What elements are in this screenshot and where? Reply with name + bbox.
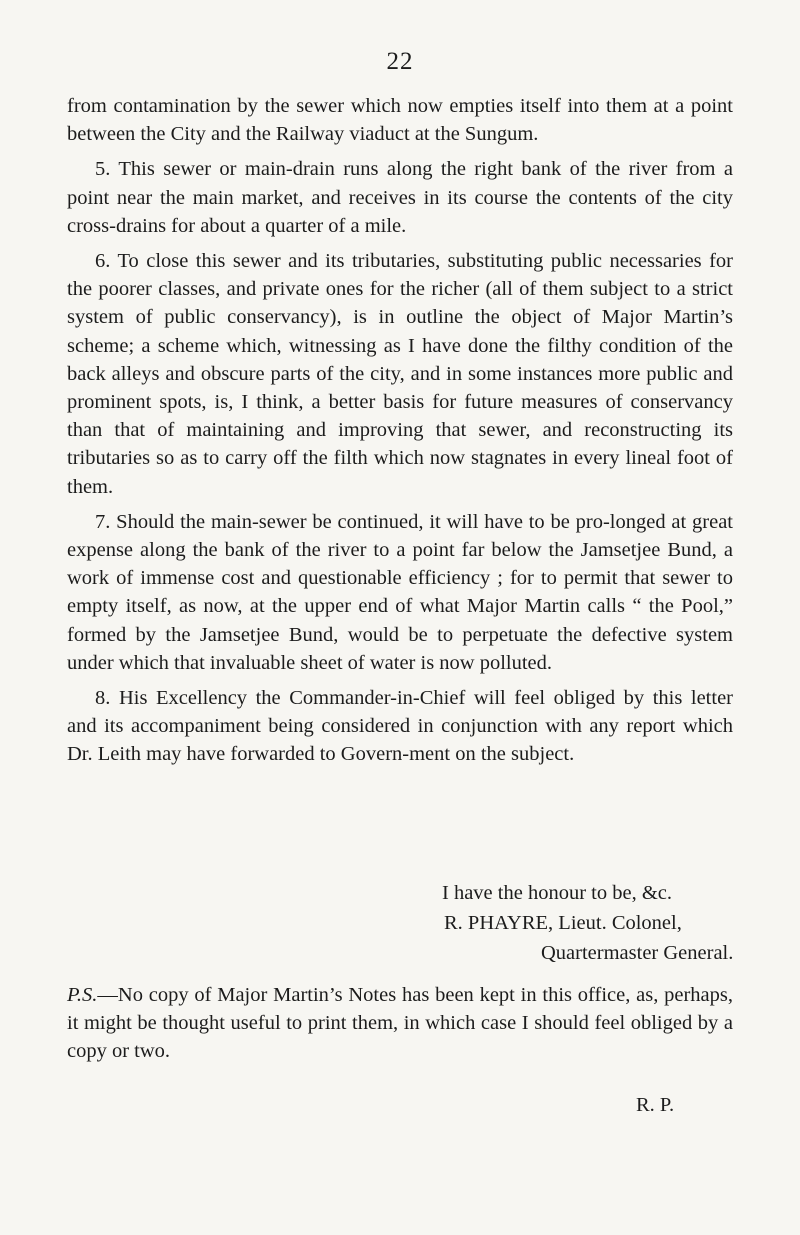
closing-line: I have the honour to be, &c. xyxy=(442,882,672,904)
paragraph-7: 7. Should the main-sewer be continued, it will have to be pro-longed at great expense along the bank of the river to a point far below the Jamsetjee Bund, a work of immense cost and questionable efficiency ; for to permit that sewer to empty itself, as now, at the upper end of what Major Martin calls “ the Pool,” formed by the Jamsetjee Bund, would be to perpetuate the defective system under which that invaluable sheet of water is now polluted. xyxy=(67,510,733,674)
paragraph-5: 5. This sewer or main-drain runs along the right bank of the river from a point near the main market, and receives in its course the contents of the city cross-drains for about a quarter of a mile. xyxy=(67,158,733,237)
postscript-label: P.S. xyxy=(67,984,98,1006)
signature: R. PHAYRE, Lieut. Colonel, xyxy=(444,912,682,934)
letter-body xyxy=(67,92,733,769)
signatory-title: Quartermaster General. xyxy=(541,942,734,964)
initials: R. P. xyxy=(636,1094,675,1116)
paragraph-6: 6. To close this sewer and its tributaries, substituting public necessaries for the poorer classes, and private ones for the richer (all of them subject to a strict system of public conservancy), is in outline the object of Major Martin’s scheme; a scheme which, witnessing as I have done the filthy condition of the back alleys and obscure parts of the city, and in some instances more public and prominent spots, is, I think, a better basis for future measures of conservancy than that of maintaining and improving that sewer, and reconstructing its tributaries so as to carry off the filth which now stagnates in every lineal foot of them. xyxy=(67,250,733,498)
paragraph-continuation: from contamination by the sewer which now empties itself into them at a point between the City and the Railway viaduct at the Sungum. xyxy=(67,95,733,146)
postscript xyxy=(67,981,733,1066)
page-number: 22 xyxy=(386,48,414,75)
postscript-text: —No copy of Major Martin’s Notes has been kept in this office, as, perhaps, it might be thought useful to print them, in which case I should feel obliged by a copy or two. xyxy=(67,984,733,1063)
paragraph-8: 8. His Excellency the Commander-in-Chief will feel obliged by this letter and its accompaniment being considered in conjunction with any report which Dr. Leith may have forwarded to Govern-ment on the subject. xyxy=(67,687,733,766)
